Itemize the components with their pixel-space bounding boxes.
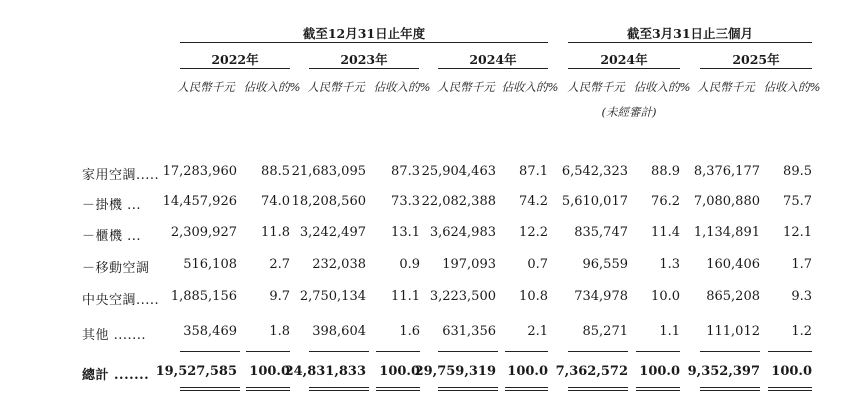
table-cell-amount: 631,356 bbox=[442, 324, 496, 339]
year-rule-2023 bbox=[309, 68, 419, 69]
total-cell-amount: 9,352,397 bbox=[687, 364, 760, 379]
subtotal-rule bbox=[309, 351, 369, 352]
total-double-rule bbox=[636, 387, 680, 391]
total-cell-pct: 100.0 bbox=[639, 364, 680, 379]
table-cell-pct: 11.8 bbox=[261, 225, 290, 240]
total-cell-amount: 19,527,585 bbox=[155, 364, 237, 379]
total-double-rule bbox=[568, 387, 628, 391]
col-amount-2023: 人民幣千元 bbox=[307, 80, 365, 94]
table-cell-amount: 398,604 bbox=[312, 324, 366, 339]
table-cell-amount: 3,223,500 bbox=[429, 289, 496, 304]
table-cell-amount: 14,457,926 bbox=[162, 194, 237, 209]
col-amount-2022: 人民幣千元 bbox=[177, 80, 235, 94]
table-cell-pct: 76.2 bbox=[651, 194, 680, 209]
subtotal-rule bbox=[505, 351, 548, 352]
table-cell-amount: 160,406 bbox=[706, 257, 760, 272]
total-cell-amount: 29,759,319 bbox=[414, 364, 496, 379]
table-cell-pct: 1.8 bbox=[269, 324, 290, 339]
table-cell-pct: 87.3 bbox=[391, 164, 420, 179]
group-rule-year-end bbox=[180, 42, 548, 43]
year-rule-2025-q1 bbox=[700, 68, 812, 69]
year-header-2022: 2022年 bbox=[211, 52, 259, 67]
table-cell-pct: 74.0 bbox=[261, 194, 290, 209]
row-label: －移動空調 bbox=[82, 261, 150, 276]
table-cell-amount: 232,038 bbox=[312, 257, 366, 272]
table-cell-pct: 10.0 bbox=[651, 289, 680, 304]
table-cell-amount: 6,542,323 bbox=[561, 164, 628, 179]
table-cell-amount: 2,309,927 bbox=[170, 225, 237, 240]
table-cell-pct: 74.2 bbox=[519, 194, 548, 209]
table-cell-amount: 111,012 bbox=[706, 324, 760, 339]
subtotal-rule bbox=[700, 351, 760, 352]
table-cell-amount: 865,208 bbox=[706, 289, 760, 304]
total-double-rule bbox=[180, 387, 240, 391]
table-cell-pct: 1.2 bbox=[791, 324, 812, 339]
table-cell-pct: 1.6 bbox=[399, 324, 420, 339]
table-cell-pct: 87.1 bbox=[519, 164, 548, 179]
table-cell-pct: 1.7 bbox=[791, 257, 812, 272]
table-cell-amount: 3,624,983 bbox=[429, 225, 496, 240]
subtotal-rule bbox=[438, 351, 498, 352]
table-cell-pct: 0.9 bbox=[399, 257, 420, 272]
row-label: 中央空調..... bbox=[82, 293, 160, 308]
table-cell-pct: 9.3 bbox=[791, 289, 812, 304]
row-label: 家用空調..... bbox=[82, 168, 160, 183]
col-pct-2024-q1: 佔收入的% bbox=[633, 80, 691, 94]
year-header-2024: 2024年 bbox=[469, 52, 517, 67]
table-cell-amount: 5,610,017 bbox=[561, 194, 628, 209]
year-rule-2024 bbox=[438, 68, 548, 69]
group-header-three-months: 截至3月31日止三個月 bbox=[626, 26, 754, 41]
table-cell-pct: 11.1 bbox=[391, 289, 420, 304]
table-cell-pct: 75.7 bbox=[783, 194, 812, 209]
total-cell-pct: 100.0 bbox=[771, 364, 812, 379]
table-cell-amount: 22,082,388 bbox=[421, 194, 496, 209]
group-rule-three-months bbox=[568, 42, 812, 43]
col-amount-2024: 人民幣千元 bbox=[437, 80, 495, 94]
total-cell-pct: 100.0 bbox=[507, 364, 548, 379]
table-cell-pct: 10.8 bbox=[519, 289, 548, 304]
subtotal-rule bbox=[568, 351, 628, 352]
table-cell-pct: 89.5 bbox=[783, 164, 812, 179]
table-cell-amount: 835,747 bbox=[574, 225, 628, 240]
total-row-label: 總計 ....... bbox=[82, 368, 150, 383]
col-pct-2024: 佔收入的% bbox=[501, 80, 559, 94]
subtotal-rule bbox=[376, 351, 420, 352]
table-cell-amount: 25,904,463 bbox=[421, 164, 496, 179]
table-cell-pct: 11.4 bbox=[651, 225, 680, 240]
table-cell-amount: 197,093 bbox=[442, 257, 496, 272]
table-cell-pct: 1.3 bbox=[659, 257, 680, 272]
table-cell-amount: 516,108 bbox=[183, 257, 237, 272]
col-pct-2023: 佔收入的% bbox=[373, 80, 431, 94]
table-cell-amount: 358,469 bbox=[183, 324, 237, 339]
col-pct-2025-q1: 佔收入的% bbox=[763, 80, 821, 94]
total-double-rule bbox=[700, 387, 760, 391]
year-rule-2022 bbox=[180, 68, 290, 69]
subtotal-rule bbox=[636, 351, 680, 352]
total-double-rule bbox=[505, 387, 548, 391]
table-cell-amount: 1,885,156 bbox=[170, 289, 237, 304]
table-cell-amount: 8,376,177 bbox=[693, 164, 760, 179]
table-cell-amount: 1,134,891 bbox=[693, 225, 760, 240]
table-cell-pct: 88.9 bbox=[651, 164, 680, 179]
year-header-2024-q1: 2024年 bbox=[600, 52, 648, 67]
table-cell-pct: 2.7 bbox=[269, 257, 290, 272]
row-label: －櫃機 ... bbox=[82, 229, 142, 244]
total-cell-amount: 7,362,572 bbox=[555, 364, 628, 379]
table-cell-pct: 13.1 bbox=[391, 225, 420, 240]
table-cell-pct: 73.3 bbox=[391, 194, 420, 209]
table-cell-amount: 21,683,095 bbox=[291, 164, 366, 179]
table-cell-amount: 2,750,134 bbox=[299, 289, 366, 304]
subtotal-rule bbox=[768, 351, 812, 352]
year-header-2023: 2023年 bbox=[340, 52, 388, 67]
table-cell-pct: 9.7 bbox=[269, 289, 290, 304]
col-amount-2024-q1: 人民幣千元 bbox=[567, 80, 625, 94]
total-cell-amount: 24,831,833 bbox=[284, 364, 366, 379]
table-cell-pct: 88.5 bbox=[261, 164, 290, 179]
table-cell-amount: 96,559 bbox=[582, 257, 628, 272]
table-cell-amount: 17,283,960 bbox=[162, 164, 237, 179]
total-cell-pct: 100.0 bbox=[379, 364, 420, 379]
group-header-year-end: 截至12月31日止年度 bbox=[302, 26, 426, 41]
table-cell-amount: 734,978 bbox=[574, 289, 628, 304]
table-cell-amount: 7,080,880 bbox=[693, 194, 760, 209]
table-cell-amount: 3,242,497 bbox=[299, 225, 366, 240]
table-cell-amount: 85,271 bbox=[582, 324, 628, 339]
year-header-2025-q1: 2025年 bbox=[732, 52, 780, 67]
table-cell-pct: 0.7 bbox=[527, 257, 548, 272]
total-double-rule bbox=[246, 387, 290, 391]
total-double-rule bbox=[438, 387, 498, 391]
row-label: 其他 ....... bbox=[82, 328, 147, 343]
table-cell-pct: 1.1 bbox=[659, 324, 680, 339]
table-cell-amount: 18,208,560 bbox=[291, 194, 366, 209]
total-double-rule bbox=[376, 387, 420, 391]
row-label: －掛機 ... bbox=[82, 198, 142, 213]
col-pct-2022: 佔收入的% bbox=[243, 80, 301, 94]
table-cell-pct: 12.2 bbox=[519, 225, 548, 240]
col-amount-2025-q1: 人民幣千元 bbox=[697, 80, 755, 94]
table-cell-pct: 12.1 bbox=[783, 225, 812, 240]
year-rule-2024-q1 bbox=[568, 68, 680, 69]
subtotal-rule bbox=[180, 351, 240, 352]
subtotal-rule bbox=[246, 351, 290, 352]
total-cell-pct: 100.0 bbox=[249, 364, 290, 379]
table-cell-pct: 2.1 bbox=[527, 324, 548, 339]
unaudited-note: (未經審計) bbox=[601, 105, 657, 119]
total-double-rule bbox=[768, 387, 812, 391]
total-double-rule bbox=[309, 387, 369, 391]
